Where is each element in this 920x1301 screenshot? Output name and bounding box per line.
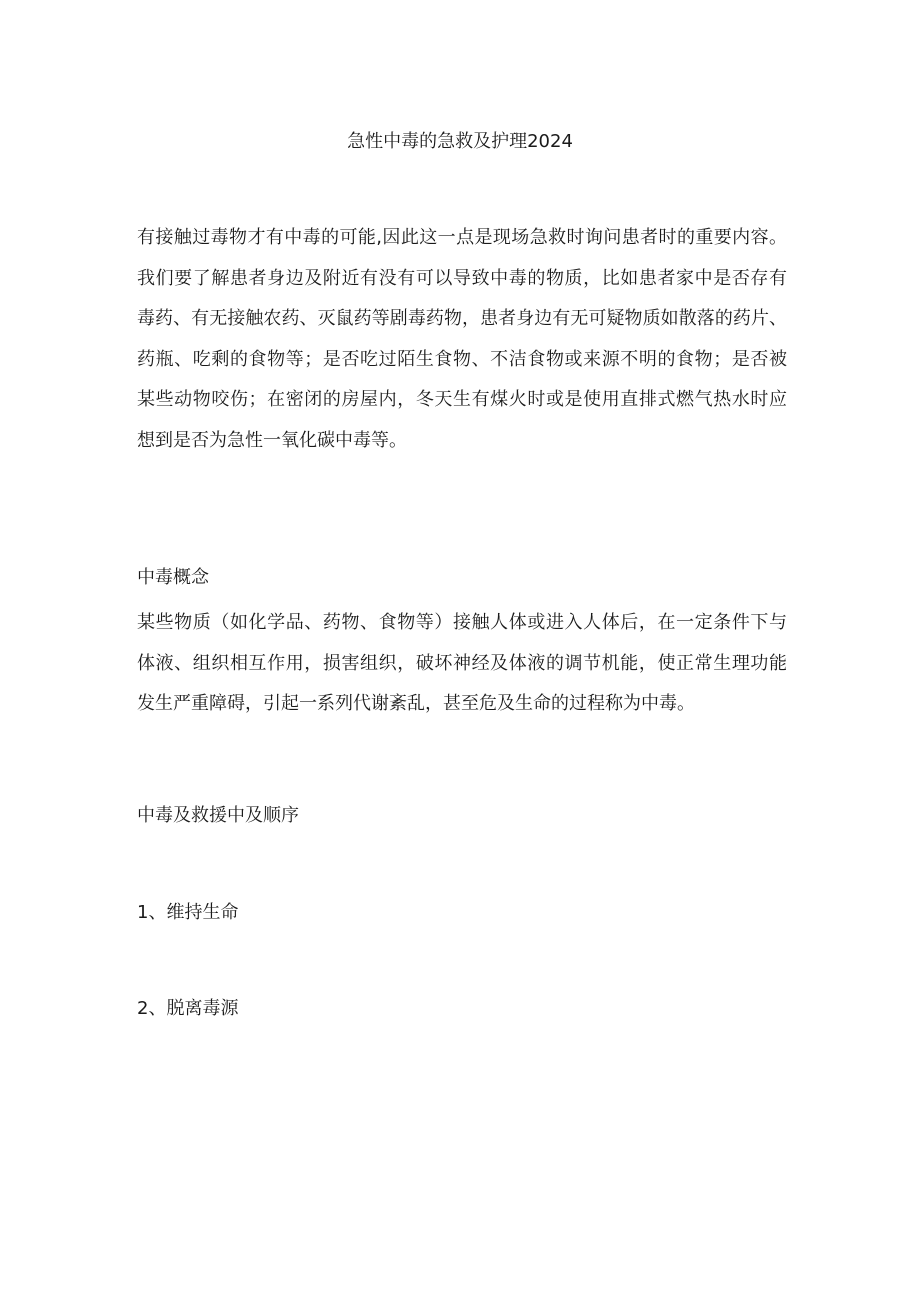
paragraph-line: 某些动物咬伤；在密闭的房屋内，冬天生有煤火时或是使用直排式燃气热水时应 (137, 389, 787, 410)
rescue-heading: 中毒及救援中及顺序 (137, 805, 299, 826)
concept-heading: 中毒概念 (137, 567, 209, 588)
paragraph-line: 毒药、有无接触农药、灭鼠药等剧毒药物，患者身边有无可疑物质如散落的药片、 (137, 308, 787, 329)
paragraph-line: 体液、组织相互作用，损害组织，破坏神经及体液的调节机能，使正常生理功能 (137, 652, 787, 674)
paragraph-line: 我们要了解患者身边及附近有没有可以导致中毒的物质，比如患者家中是否存有 (137, 267, 787, 289)
rescue-list-item: 2、脱离毒源 (137, 998, 239, 1019)
paragraph-line: 药瓶、吃剩的食物等；是否吃过陌生食物、不洁食物或来源不明的食物；是否被 (137, 348, 787, 370)
page-title: 急性中毒的急救及护理2024 (347, 131, 573, 152)
paragraph-line: 某些物质（如化学品、药物、食物等）接触人体或进入人体后，在一定条件下与 (137, 612, 787, 633)
paragraph-line: 想到是否为急性一氧化碳中毒等。 (137, 429, 407, 451)
intro-paragraph (137, 218, 787, 461)
paragraph-line: 有接触过毒物才有中毒的可能,因此这一点是现场急救时询问患者时的重要内容。 (137, 227, 787, 248)
paragraph-line: 发生严重障碍，引起一系列代谢紊乱，甚至危及生命的过程称为中毒。 (137, 693, 695, 714)
rescue-list-item: 1、维持生命 (137, 902, 239, 923)
concept-paragraph (137, 603, 787, 725)
